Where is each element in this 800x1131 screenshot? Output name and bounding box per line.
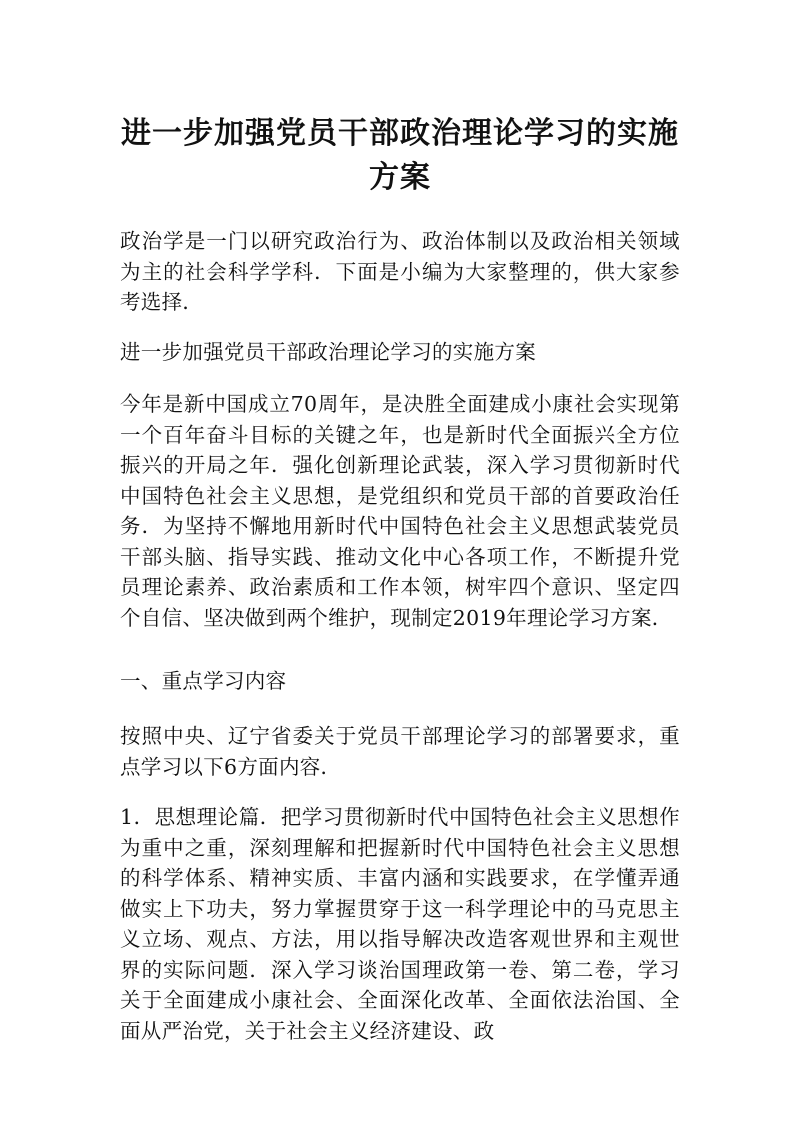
- section-heading: 一、重点学习内容: [120, 669, 287, 693]
- item-1-paragraph: 1．思想理论篇．把学习贯彻新时代中国特色社会主义思想作为重中之重，深刻理解和把握新时代中国特色社会主义思想的科学体系、精神实质、丰富内涵和实践要求，在学懂弄通做实上下功夫，努力掌握贯穿于这一科学理论中的马克思主义立场、观点、方法，用以指导解决改造客观世界和主观世界的实际问题．深入学习谈治国理政第一卷、第二卷，学习关于全面建成小康社会、全面深化改革、全面依法治国、全面从严治党，关于社会主义经济建设、政: [120, 805, 680, 1043]
- section-intro-paragraph: 按照中央、辽宁省委关于党员干部理论学习的部署要求，重点学习以下6方面内容．: [120, 724, 680, 779]
- background-paragraph: 今年是新中国成立70周年，是决胜全面建成小康社会实现第一个百年奋斗目标的关键之年，也是新时代全面振兴全方位振兴的开局之年．强化创新理论武装，深入学习贯彻新时代中国特色社会主义思想，是党组织和党员干部的首要政治任务．为坚持不懈地用新时代中国特色社会主义思想武装党员干部头脑、指导实践、推动文化中心各项工作，不断提升党员理论素养、政治素质和工作本领，树牢四个意识、坚定四个自信、坚决做到两个维护，现制定2019年理论学习方案．: [120, 392, 680, 630]
- intro-paragraph: 政治学是一门以研究政治行为、政治体制以及政治相关领域为主的社会科学学科．下面是小编为大家整理的，供大家参考选择．: [120, 229, 680, 314]
- document-title: 进一步加强党员干部政治理论学习的实施方案: [121, 116, 679, 195]
- subtitle-paragraph: 进一步加强党员干部政治理论学习的实施方案: [120, 340, 536, 364]
